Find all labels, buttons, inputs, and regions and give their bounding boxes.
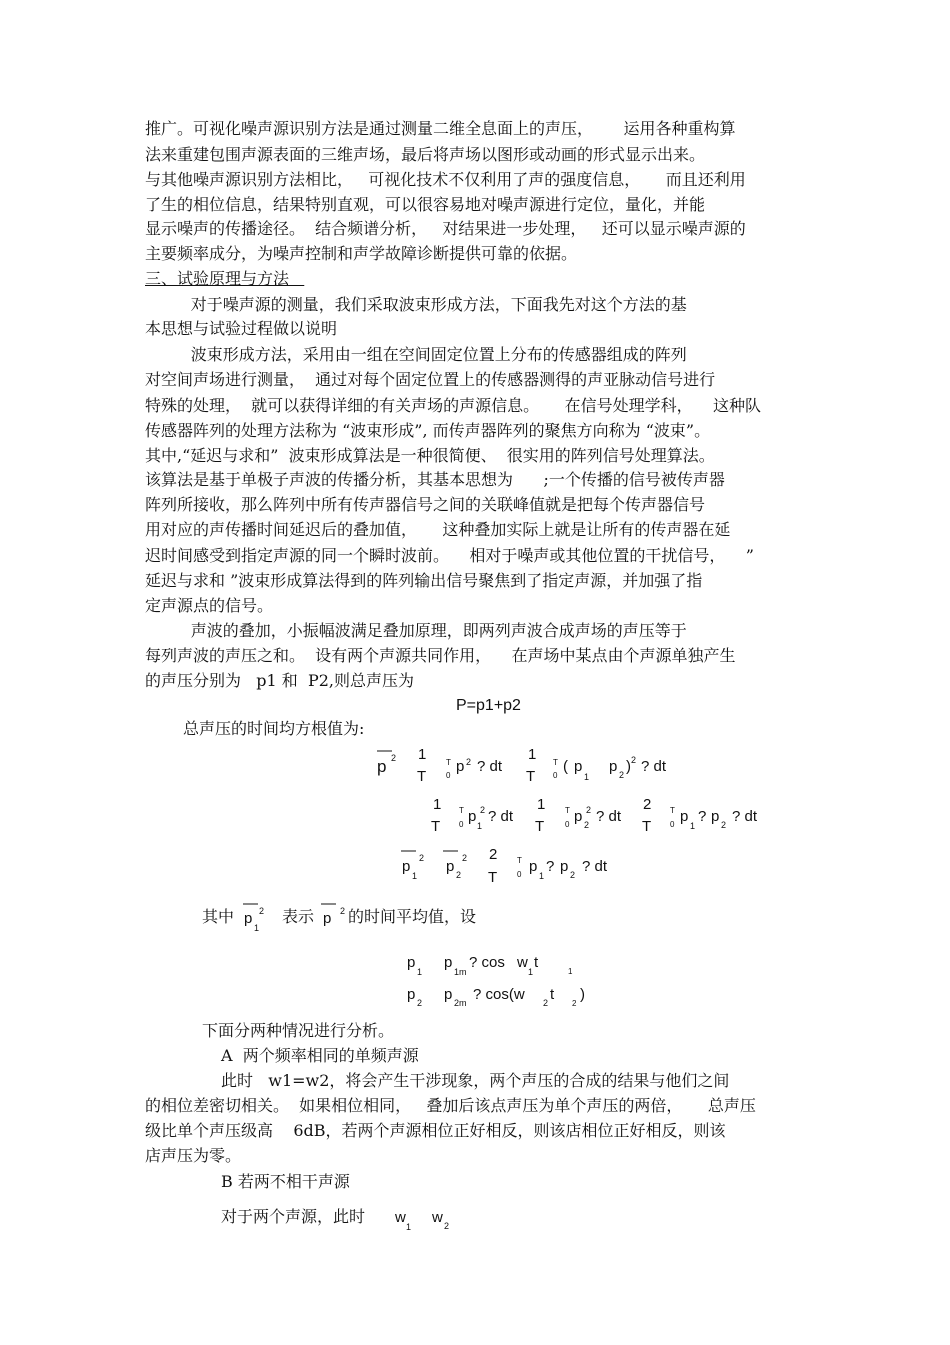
eq-num: 1	[528, 746, 537, 763]
eq-dt: ? dt	[477, 758, 503, 775]
eq-sub: 1	[417, 967, 423, 977]
eq-p: p	[609, 758, 618, 775]
eq-lower: 0	[446, 771, 451, 780]
eq-den: T	[535, 818, 545, 835]
eq-sup: 2	[466, 757, 472, 767]
equation-total-pressure: P=p1+p2	[456, 697, 521, 714]
eq-cos: ? cos	[469, 954, 505, 971]
eq-paren: )	[626, 758, 631, 775]
text-line-8: 对于噪声源的测量，我们采取波束形成方法，下面我先对这个方法的基	[145, 295, 687, 314]
eq-sup: 2	[631, 755, 637, 765]
eq-p: p	[446, 858, 455, 875]
where-biaoshi: 表示	[282, 907, 315, 926]
text-line-22: 每列声波的声压之和。 设有两个声源共同作用， 在声场中某点由个声源单独产生	[145, 646, 736, 665]
case-a-heading: A 两个频率相同的单频声源	[221, 1046, 419, 1065]
eq-sub: 2	[417, 998, 423, 1008]
eq-p: p	[402, 858, 411, 875]
eq-p: p	[574, 758, 583, 775]
text-line-5: 显示噪声的传播途径。 结合频谱分析， 对结果进一步处理， 还可以显示噪声源的	[145, 219, 746, 238]
eq-bar: —	[377, 742, 392, 759]
eq-num: 2	[489, 846, 498, 863]
eq-upper: T	[553, 758, 558, 767]
eq-paren: )	[580, 986, 585, 1003]
section-heading: 三、试验原理与方法	[145, 269, 305, 288]
eq-sub: 2	[456, 870, 462, 880]
eq-p: p	[711, 808, 720, 825]
case-a-line-1: 此时 w1=w2，将会产生干涉现象，两个声压的合成的结果与他们之间	[221, 1071, 730, 1090]
eq-op: ?	[698, 808, 707, 825]
text-line-15: 该算法是基于单极子声波的传播分析，其基本思想为 ;一个传播的信号被传声器	[145, 470, 725, 489]
where-qizhong: 其中	[202, 907, 235, 926]
text-line-2: 法来重建包围声源表面的三维声场，最后将声场以图形或动画的形式显示出来。	[145, 145, 706, 164]
eq-sub: 1	[406, 1222, 412, 1232]
eq-dt: ? dt	[641, 758, 667, 775]
text-line-13: 传感器阵列的处理方法称为 “波束形成”, 而传声器阵列的聚焦方向称为 “波束”。	[145, 421, 711, 440]
eq-sub: 1	[254, 923, 260, 933]
text-line-17: 用对应的声传播时间延迟后的叠加值， 这种叠加实际上就是让所有的传声器在延	[145, 520, 731, 539]
text-line-1: 推广。可视化噪声源识别方法是通过测量二维全息面上的声压， 运用各种重构算	[145, 119, 736, 138]
analysis-intro: 下面分两种情况进行分析。	[202, 1021, 395, 1040]
eq-dt: ? dt	[488, 808, 514, 825]
case-b-line-1: 对于两个声源，此时	[221, 1207, 366, 1226]
eq-upper: T	[459, 806, 464, 815]
eq-p: p	[323, 910, 332, 927]
eq-den: T	[488, 869, 498, 886]
text-line-19: 延迟与求和 ”波束形成算法得到的阵列输出信号聚焦到了指定声源，并加强了指	[145, 571, 703, 590]
eq-t: t	[534, 954, 539, 971]
eq-den: T	[417, 768, 427, 785]
eq-sub: 2	[721, 820, 727, 830]
eq-p: p	[444, 986, 453, 1003]
eq-dt: ? dt	[582, 858, 608, 875]
case-a-line-2: 的相位差密切相关。 如果相位相同， 叠加后该点声压为单个声压的两倍， 总声压	[145, 1096, 756, 1115]
text-line-14: 其中,“延迟与求和” 波束形成算法是一种很简便、 很实用的阵列信号处理算法。	[145, 446, 715, 465]
eq-sup: 2	[340, 906, 346, 916]
text-line-3: 与其他噪声源识别方法相比， 可视化技术不仅利用了声的强度信息， 而且还利用	[145, 170, 746, 189]
eq-dt: ? dt	[732, 808, 758, 825]
eq-w: w	[395, 1209, 406, 1226]
eq-upper: T	[565, 806, 570, 815]
eq-bar: —	[443, 842, 458, 859]
eq-den: T	[526, 768, 536, 785]
text-line-16: 阵列所接收，那么阵列中所有传声器信号之间的关联峰值就是把每个传声器信号	[145, 495, 706, 514]
rms-intro: 总声压的时间均方根值为:	[183, 719, 365, 738]
eq-p: p	[574, 808, 583, 825]
case-a-line-4: 店声压为零。	[145, 1146, 242, 1165]
eq-p: p	[560, 858, 569, 875]
eq-sup: 2	[391, 753, 397, 763]
eq-p: p	[407, 954, 416, 971]
eq-den: T	[431, 818, 441, 835]
eq-num: 1	[418, 746, 427, 763]
text-line-18: 迟时间感受到指定声源的同一个瞬时波前。 相对于噪声或其他位置的干扰信号， ”	[145, 546, 754, 565]
eq-sub: 1	[412, 871, 418, 881]
eq-sup: 2	[480, 805, 486, 815]
eq-lower: 0	[459, 820, 464, 829]
eq-num: 2	[643, 796, 652, 813]
eq-sub: 2	[444, 1221, 450, 1231]
eq-sub: 1	[539, 871, 545, 881]
text-line-4: 了生的相位信息，结果特别直观，可以很容易地对噪声源进行定位，量化，并能	[145, 195, 706, 214]
eq-sub: 2	[584, 820, 590, 830]
case-a-line-3: 级比单个声压级高 6dB，若两个声源相位正好相反，则该店相位正好相反，则该	[145, 1121, 726, 1140]
eq-w: w	[432, 1209, 443, 1226]
eq-sub: 1m	[454, 967, 467, 977]
eq-sub: 1	[584, 772, 590, 782]
eq-sup: 2	[419, 853, 425, 863]
eq-upper: T	[670, 806, 675, 815]
eq-bar: —	[243, 895, 258, 912]
eq-sup: 2	[462, 853, 468, 863]
eq-p: p	[444, 954, 453, 971]
eq-num: 1	[537, 796, 546, 813]
eq-lower: 0	[517, 870, 522, 879]
eq-sub: 2	[570, 870, 576, 880]
eq-sub: 1	[528, 967, 534, 977]
eq-sup: 2	[259, 906, 265, 916]
text-line-12: 特殊的处理， 就可以获得详细的有关声场的声源信息。 在信号处理学科， 这种队	[145, 396, 761, 415]
text-line-23: 的声压分别为 p1 和 P2,则总声压为	[145, 671, 414, 690]
eq-bar: —	[321, 895, 336, 912]
eq-sub: 2	[619, 770, 625, 780]
eq-sub: 1	[477, 821, 483, 831]
eq-den: T	[642, 818, 652, 835]
eq-p: p	[529, 858, 538, 875]
text-line-6: 主要频率成分，为噪声控制和声学故障诊断提供可靠的依据。	[145, 244, 578, 263]
eq-sub: 2	[572, 999, 577, 1008]
eq-p: p	[244, 910, 253, 927]
eq-lower: 0	[670, 820, 675, 829]
eq-p: p	[407, 986, 416, 1003]
text-line-21: 声波的叠加，小振幅波满足叠加原理，即两列声波合成声场的声压等于	[145, 621, 687, 640]
eq-p: p	[468, 808, 477, 825]
eq-sub: 1	[690, 821, 696, 831]
eq-p: p	[680, 808, 689, 825]
text-line-10: 波束形成方法，采用由一组在空间固定位置上分布的传感器组成的阵列	[145, 345, 687, 364]
eq-sub: 2m	[454, 998, 467, 1008]
eq-sub: 2	[543, 998, 549, 1008]
eq-p: p	[456, 758, 465, 775]
eq-lower: 0	[553, 771, 558, 780]
text-line-9: 本思想与试验过程做以说明	[145, 319, 338, 338]
eq-p: p	[377, 757, 387, 776]
eq-sup: 2	[586, 805, 592, 815]
eq-num: 1	[433, 796, 442, 813]
eq-bar: —	[401, 842, 416, 859]
case-b-heading: B 若两不相干声源	[221, 1172, 350, 1191]
text-line-11: 对空间声场进行测量， 通过对每个固定位置上的传感器测得的声亚脉动信号进行	[145, 370, 716, 389]
eq-paren: (	[563, 758, 568, 775]
eq-upper: T	[517, 856, 522, 865]
eq-upper: T	[446, 758, 451, 767]
where-tail: 的时间平均值，设	[348, 907, 477, 926]
eq-lower: 0	[565, 820, 570, 829]
eq-dt: ? dt	[596, 808, 622, 825]
eq-t: t	[550, 986, 555, 1003]
eq-w: w	[517, 954, 528, 971]
eq-cos: ? cos(w	[473, 986, 525, 1003]
text-line-20: 定声源点的信号。	[145, 596, 274, 615]
eq-sub: 1	[568, 967, 573, 976]
eq-op: ?	[546, 858, 555, 875]
